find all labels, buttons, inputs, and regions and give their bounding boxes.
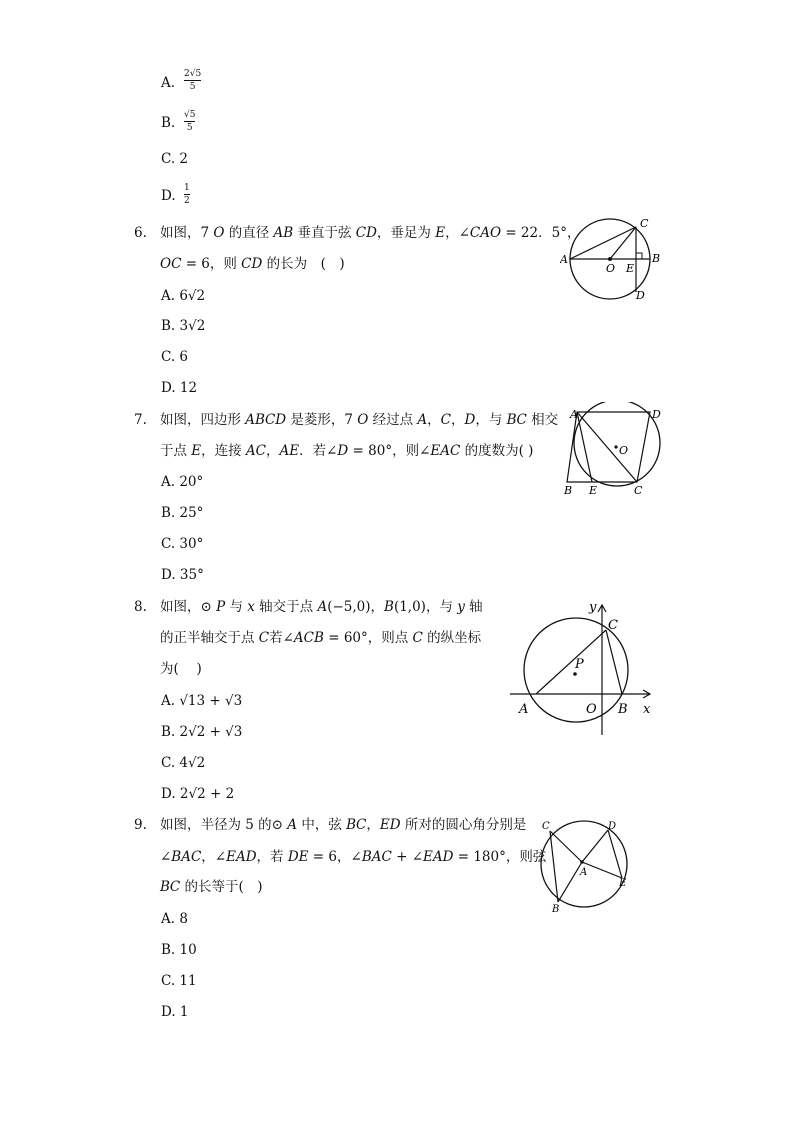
q8-segment-cb (606, 630, 622, 694)
q6-option-d: D. 12 (161, 380, 198, 396)
q9-text-line-3: 𝐵𝐶 的长等于( ) (160, 879, 263, 895)
q7-label-e: E (589, 484, 598, 497)
q9-label-b: B (552, 904, 560, 914)
q8-option-c: C. 4√2 (161, 755, 206, 771)
q6-label-d: D (636, 289, 645, 302)
q6-text-line-1: 如图，7 𝑂 的直径 𝐴𝐵 垂直于弦 𝐶𝐷，垂足为 𝐸，∠𝐶𝐴𝑂 = 22．5°， (160, 225, 581, 241)
q6-label-c: C (640, 217, 649, 230)
q5-option-b-numerator: √5 (184, 110, 196, 120)
q8-figure (506, 595, 656, 737)
q9-radius-ad (582, 830, 608, 862)
q7-option-c: C. 30° (161, 536, 204, 552)
q5-option-a (161, 74, 175, 92)
q9-option-a: A. 8 (161, 911, 188, 927)
q8-label-o: O (586, 702, 597, 717)
q5-option-d (161, 187, 176, 205)
q5-option-b (161, 114, 175, 132)
q5-option-c: C. 2 (161, 151, 189, 167)
q8-option-a: A. √13 + √3 (161, 693, 243, 709)
q6-text-line-2: 𝑂𝐶 = 6，则 𝐶𝐷 的长为 ( ) (160, 256, 345, 272)
q5-option-d-label: D. (161, 188, 176, 204)
q9-option-c: C. 11 (161, 973, 197, 989)
q6-center-dot (608, 257, 612, 261)
q5-option-b-label: B. (161, 115, 176, 131)
q7-label-a: A (570, 408, 578, 421)
q5-option-b-fraction (184, 110, 195, 133)
q5-option-a-numerator: 2√5 (184, 69, 202, 79)
q8-label-x: x (643, 702, 651, 717)
q8-label-p: P (575, 657, 584, 672)
q6-label-b: B (652, 252, 661, 265)
q8-label-y: y (589, 600, 597, 615)
q9-radius-ac (550, 831, 582, 862)
q7-option-d: D. 35° (161, 567, 204, 583)
q7-text-line-1: 如图，四边形 𝐴𝐵𝐶𝐷 是菱形，7 𝑂 经过点 𝐴，𝐶，𝐷，与 𝐵𝐶 相交 (160, 412, 559, 428)
q9-option-b: B. 10 (161, 942, 197, 958)
q6-option-b: B. 3√2 (161, 318, 206, 334)
q5-option-a-label: A. (161, 75, 176, 91)
q9-number: 9. (134, 817, 147, 833)
q9-chord-de (608, 830, 622, 878)
q8-option-b: B. 2√2 + √3 (161, 724, 243, 740)
q7-center-dot (614, 445, 617, 448)
q9-label-e: E (619, 878, 627, 889)
q5-option-b-denominator: 5 (186, 123, 193, 133)
q6-label-e: E (626, 262, 635, 275)
q7-number: 7. (134, 412, 147, 428)
q7-label-b: B (564, 484, 573, 497)
q5-option-d-numerator: 1 (184, 183, 190, 193)
q5-option-a-fraction (184, 69, 201, 92)
q8-label-b: B (618, 702, 628, 717)
q8-segment-ac (536, 630, 606, 694)
q6-segment-oc (610, 227, 636, 259)
q8-text-line-2: 的正半轴交于点 𝐶若∠𝐴𝐶𝐵 = 60°，则点 𝐶 的纵坐标 (160, 630, 482, 646)
q7-label-o: O (619, 444, 629, 457)
q5-option-d-fraction (184, 183, 190, 206)
q6-option-c: C. 6 (161, 349, 189, 365)
q9-radius-ab (558, 862, 582, 902)
q6-number: 6. (134, 225, 147, 241)
q7-label-d: D (652, 408, 661, 421)
q8-number: 8. (134, 599, 147, 615)
q8-label-a: A (519, 702, 529, 717)
q8-text-line-3: 为( ) (160, 661, 202, 677)
q6-option-a: A. 6√2 (161, 288, 206, 304)
q9-center-dot (580, 860, 584, 864)
q9-label-d: D (608, 821, 617, 832)
q7-figure (562, 402, 672, 498)
q6-label-a: A (560, 253, 568, 266)
q9-text-line-1: 如图，半径为 5 的⊙ 𝐴 中，弦 𝐵𝐶，𝐸𝐷 所对的圆心角分别是 (160, 817, 527, 833)
q6-label-o: O (606, 262, 616, 275)
q7-circle (574, 402, 660, 486)
q9-radius-ae (582, 862, 622, 878)
q8-label-c: C (608, 618, 618, 633)
q7-text-line-2: 于点 𝐸，连接 𝐴𝐶，𝐴𝐸．若∠𝐷 = 80°，则∠𝐸𝐴𝐶 的度数为( ) (160, 443, 534, 459)
q7-option-b: B. 25° (161, 505, 204, 521)
q9-label-c: C (542, 821, 550, 832)
q8-option-d: D. 2√2 + 2 (161, 786, 235, 802)
q6-right-angle-mark (636, 253, 642, 259)
q9-figure (534, 814, 638, 914)
q5-option-d-denominator: 2 (184, 196, 190, 206)
q5-option-a-denominator: 5 (189, 82, 196, 92)
q7-label-c: C (634, 484, 643, 497)
q8-text-line-1: 如图，⊙ 𝑃 与 𝑥 轴交于点 𝐴(−5,0)，𝐵(1,0)，与 𝑦 轴 (160, 599, 483, 615)
q9-text-line-2: ∠𝐵𝐴𝐶，∠𝐸𝐴𝐷，若 𝐷𝐸 = 6，∠𝐵𝐴𝐶 + ∠𝐸𝐴𝐷 = 180°，则弦 (160, 849, 547, 865)
q7-option-a: A. 20° (161, 474, 204, 490)
q8-center-dot (573, 672, 577, 676)
q9-label-a: A (580, 867, 588, 878)
q6-figure (560, 214, 670, 304)
q9-option-d: D. 1 (161, 1004, 189, 1020)
